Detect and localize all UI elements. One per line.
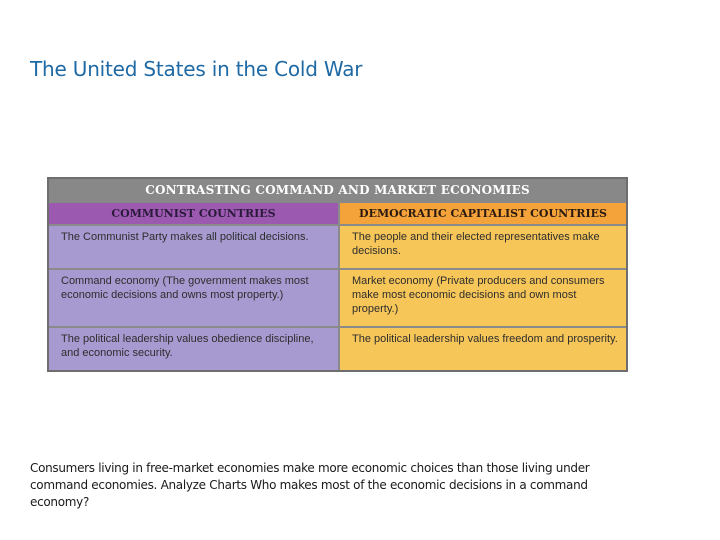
column-header-capitalist: DEMOCRATIC CAPITALIST COUNTRIES bbox=[340, 203, 626, 224]
table-cell-capitalist-3: The political leadership values freedom and prosperity. bbox=[340, 328, 626, 370]
table-cell-capitalist-1: The people and their elected representatives make decisions. bbox=[340, 226, 626, 268]
economies-comparison-table bbox=[47, 177, 628, 372]
slide-title: The United States in the Cold War bbox=[30, 57, 363, 81]
table-title: CONTRASTING COMMAND AND MARKET ECONOMIES bbox=[49, 179, 626, 203]
column-header-communist: COMMUNIST COUNTRIES bbox=[49, 203, 338, 224]
table-cell-capitalist-2: Market economy (Private producers and consumers make most economic decisions and own most property.) bbox=[340, 270, 626, 326]
table-cell-communist-3: The political leadership values obedience discipline, and economic security. bbox=[49, 328, 338, 370]
slide-caption: Consumers living in free-market economies make more economic choices than those living under command economies. Analyze Charts Who makes most of the economic decisions in a command economy? bbox=[30, 461, 590, 509]
table-cell-communist-2: Command economy (The government makes most economic decisions and owns most property.) bbox=[49, 270, 338, 326]
table-cell-communist-1: The Communist Party makes all political decisions. bbox=[49, 226, 338, 268]
